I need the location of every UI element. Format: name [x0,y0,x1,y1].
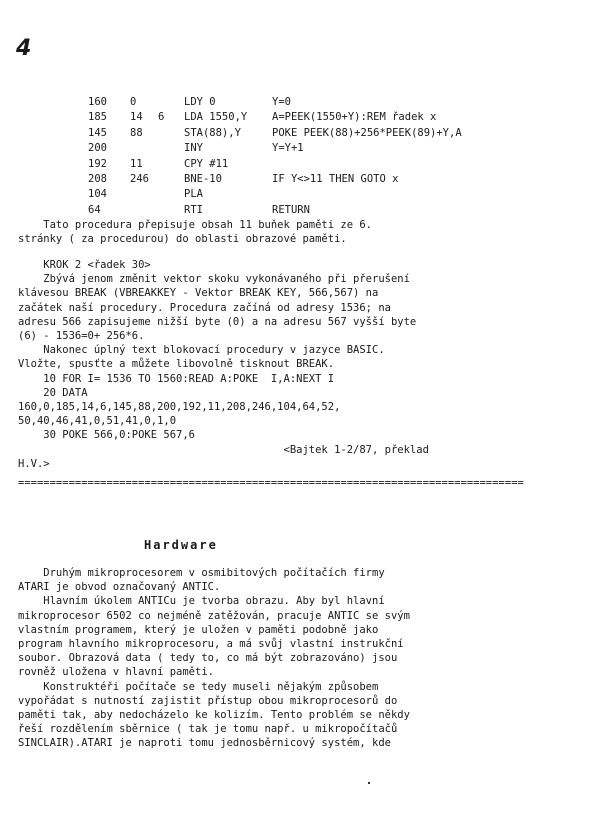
code-basic: IF Y<>11 THEN GOTO x [272,172,399,185]
code-row [88,203,310,219]
code-byte1: 0 [130,96,137,108]
code-addr: 208 [88,172,107,185]
code-asm: LDA 1550,Y [184,111,248,124]
code-row [88,172,399,188]
code-byte1: 88 [130,126,143,139]
procedure-description: Tato procedura přepisuje obsah 11 buňek paměti ze 6. stránky ( za procedurou) do oblasti obrazové paměti. [18,219,373,246]
code-byte2: 6 [158,111,165,124]
code-asm: PLA [184,188,203,201]
code-asm: INY [184,142,203,155]
code-addr: 104 [88,188,107,201]
code-asm: RTI [184,203,203,216]
code-basic: Y=Y+1 [272,142,304,155]
code-byte1: 14 [130,111,143,124]
code-basic: Y=0 [272,96,291,108]
page-number: 4 [16,36,32,61]
code-addr: 200 [88,142,107,155]
code-basic: RETURN [272,203,310,216]
code-byte1: 11 [130,157,143,170]
code-basic: POKE PEEK(88)+256*PEEK(89)+Y,A [272,126,462,139]
section-heading: Hardware [144,538,218,552]
code-row [88,111,437,126]
code-row [88,142,304,157]
code-asm: LDY 0 [184,96,216,108]
code-addr: 145 [88,126,107,139]
code-addr: 192 [88,157,107,170]
code-byte1: 246 [130,172,149,185]
code-asm: CPY #11 [184,157,229,170]
code-row [88,96,291,111]
code-addr: 185 [88,111,107,124]
code-asm: STA(88),Y [184,126,241,139]
section-divider: ================================================================================ [18,477,524,489]
code-row [88,157,229,173]
code-asm: BNE-10 [184,172,222,185]
code-listing [88,96,462,219]
code-basic: A=PEEK(1550+Y):REM řadek x [272,111,437,124]
code-addr: 160 [88,96,107,108]
code-addr: 64 [88,203,101,216]
code-row [88,126,462,142]
step-2-text: KROK 2 <řadek 30> Zbývá jenom změnit vektor skoku vykonávaného při přerušení klávesou BREAK (VBREAKKEY - Vektor BREAK KEY, 566,567) na začátek naší procedury. Procedura začíná od adresy 1536; na adresu 566 zapisujeme nižší byte (0) a na adresu 567 vyšší byte (6) - 1536=0+ 256*6. Nakonec úplný text blokovací procedury v jazyce BASIC. Vložte, spusťte a můžete libovolně tisknout BREAK. 10 FOR I= 1536 TO 1560:READ A:POKE I,A:NEXT I 20 DATA 160,0,185,14,6,145,88,200,192,11,208,246,104,64,52, 50,40,46,41,0,51,41,0,1,0 30 POKE 566,0:POKE 567,6 <Bajtek 1-2/87, překlad H.V.> [18,259,429,470]
code-row [88,188,203,203]
speck [368,782,370,784]
hardware-article-text: Druhým mikroprocesorem v osmibitových počítačích firmy ATARI je obvod označovaný ANTIC. Hlavním úkolem ANTICu je tvorba obrazu. Aby byl hlavní mikroprocesor 6502 co nejméně zatěžován, pracuje ANTIC se svým vlastním programem, který je uložen v paměti podobně jako program hlavního mikroprocesoru, a má svůj vlastní instrukční soubor. Obrazová data ( tedy to, co má být zobrazováno) jsou rovněž uložena v hlavní paměti. Konstruktéři počítače se tedy museli nějakým způsobem vypořádat s nutností zajistit přístup obou mikroprocesorů do paměti tak, aby nedocházelo ke kolizím. Tento problém se někdy řeší rozdělením sběrnice ( tak je tomu např. u mikropočítačů SINCLAIR).ATARI je naproti tomu jednosběrnicový systém, kde [18,567,410,750]
